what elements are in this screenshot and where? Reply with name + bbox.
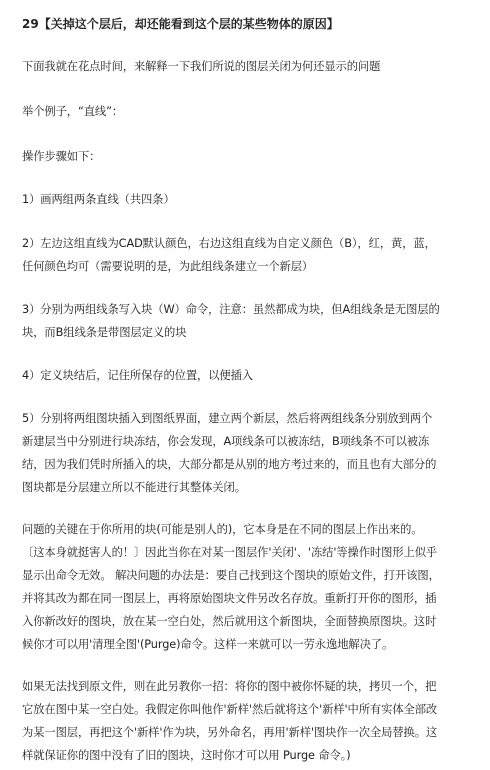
step-5-line-4: 图块都是分层建立所以不能进行其整体关闭。	[22, 481, 246, 494]
key-issue-line-4: 并将其改为都在同一图层上，再将原始图块文件另改名存放。重新打开你的图形，插	[22, 592, 437, 605]
key-issue-line-5: 入你新改好的图块，放在某一空白处，然后就用这个新图块，全面替换原图块。这时	[22, 615, 437, 628]
step-2-line-1: 2）左边这组直线为CAD默认颜色，右边这组直线为自定义颜色（B），红，黄，蓝，	[22, 237, 436, 250]
fallback-tip-line-3: 为某一图层，再把这个'新样'作为块，另外命名，再用'新样'图块作一次全局替换。这	[22, 726, 438, 739]
step-4-line: 4）定义块结后，记住所保存的位置，以便插入	[22, 369, 254, 382]
step-5-line-1: 5）分别将两组图块插入到图纸界面，建立两个新层，然后将两组线条分别放到两个	[22, 412, 433, 425]
step-3-line-1: 3）分别为两组线条写入块（W）命令，注意：虽然都成为块，但A组线条是无图层的	[22, 303, 440, 316]
article-title: 29【关掉这个层后，却还能看到这个层的某些物体的原因】	[22, 17, 339, 31]
paragraph-intro-line: 下面我就在花点时间，来解释一下我们所说的图层关闭为何还显示的问题	[22, 60, 381, 73]
step-2-line-2: 任何颜色均可（需要说明的是，为此组线条建立一个新层）	[22, 260, 314, 273]
paragraph-steps-heading-line: 操作步骤如下：	[22, 150, 101, 163]
key-issue-line-1: 问题的关键在于你所用的块(可能是别人的)，它本身是在不同的图层上作出来的。	[22, 523, 423, 536]
step-1-line: 1）画两组两条直线（共四条）	[22, 193, 175, 206]
step-5-line-2: 新建层当中分别进行块冻结，你会发现，A项线条可以被冻结，B项线条不可以被冻	[22, 435, 430, 448]
step-3-line-2: 块，而B组线条是带图层定义的块	[22, 326, 187, 339]
key-issue-line-6: 候你才可以用'清理全图'(Purge)命令。这样一来就可以一劳永逸地解决了。	[22, 638, 394, 651]
fallback-tip-line-4: 样就保证你的图中没有了旧的图块，这时你才可以用 Purge 命令。)	[22, 749, 351, 762]
key-issue-line-2: 〔这本身就挺害人的！〕因此当你在对某一图层作'关闭'、'冻结'等操作时图形上似乎	[22, 546, 438, 559]
fallback-tip-line-1: 如果无法找到原文件，则在此另教你一招：将你的图中被你怀疑的块，拷贝一个，把	[22, 680, 437, 693]
key-issue-line-3: 显示出命令无效。 解决问题的办法是：要自己找到这个图块的原始文件，打开该图，	[22, 569, 440, 582]
fallback-tip-line-2: 它放在图中某一空白处。我假定你叫他作'新样'然后就将这个'新样'中所有实体全部改	[22, 703, 438, 716]
step-5-line-3: 结，因为我们凭时所插入的块，大部分都是从别的地方考过来的，而且也有大部分的	[22, 458, 437, 471]
paragraph-example-line: 举个例子，“直线”：	[22, 105, 124, 118]
